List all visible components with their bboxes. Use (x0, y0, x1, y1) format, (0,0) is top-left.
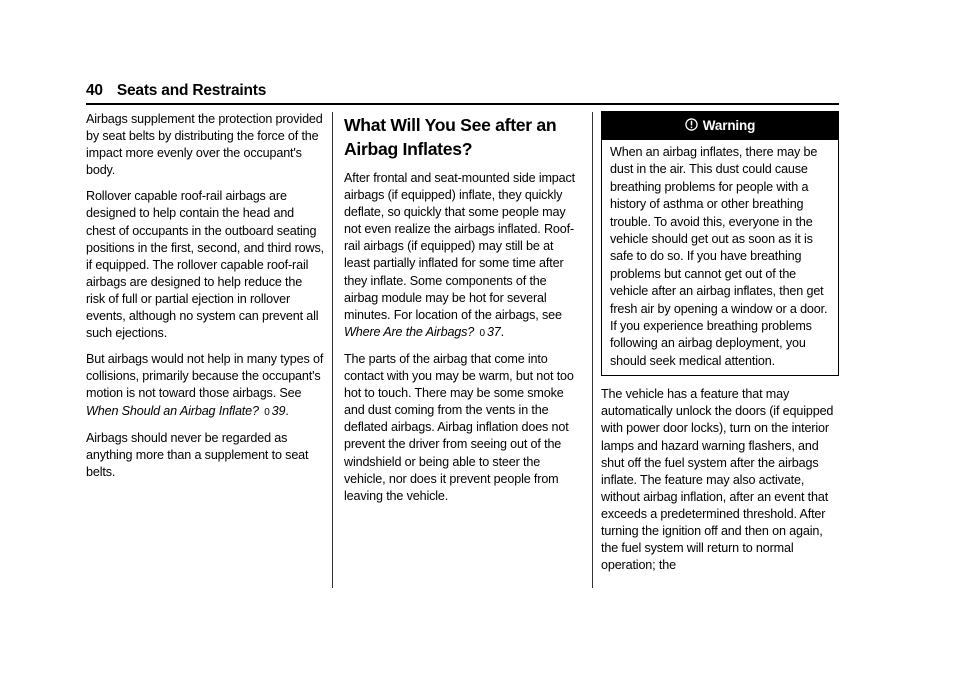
paragraph: Rollover capable roof-rail airbags are designed to help contain the head and chest of occupants in the outboard seating positions in the first, second, and third rows, if equipped. The rollover capable roof-rail airbags are designed to help reduce the risk of full or partial ejection in rollover events, although no system can prevent all such ejections. (86, 189, 324, 341)
page-ref-arrow-icon: 0 (264, 406, 270, 418)
page-number: 40 (86, 82, 103, 99)
cross-reference-link[interactable]: Where Are the Airbags? (344, 324, 475, 339)
section-heading: What Will You See after an Airbag Inflates? (344, 115, 557, 159)
warning-text: When an airbag inflates, there may be dust in the air. This dust could cause breathing problems for people with a history of asthma or other breathing trouble. To avoid this, everyone in the vehicle should get out as soon as it is safe to do so. If you have breathing problems but cannot get out of the vehicle after an airbag inflates, then get fresh air by opening a window or a door. If you experience breathing problems following an airbag deployment, you should seek medical attention. (610, 145, 828, 368)
column-divider-2 (592, 112, 593, 588)
paragraph: But airbags would not help in many types of collisions, primarily because the occupant's motion is not toward those airbags. See When Should an Airbag Inflate? 0 39. (86, 352, 324, 418)
page-ref-arrow-icon: 0 (479, 327, 485, 339)
column-1 (86, 111, 324, 490)
paragraph-text: But airbags would not help in many types of collisions, primarily because the occupant's motion is not toward those airbags. See (86, 352, 324, 401)
page-header (86, 82, 266, 100)
paragraph: Airbags should never be regarded as anything more than a supplement to seat belts. (86, 430, 309, 479)
column-2 (344, 111, 579, 514)
cross-reference-link[interactable]: When Should an Airbag Inflate? (86, 403, 259, 418)
paragraph: Airbags supplement the protection provided by seat belts by distributing the force of the impact more evenly over the occupant's body. (86, 112, 323, 178)
warning-title: Warning (702, 118, 756, 133)
warning-icon (685, 118, 698, 131)
column-3 (601, 111, 839, 583)
section-title: Seats and Restraints (116, 82, 267, 99)
cross-reference-page[interactable]: 37 (486, 324, 501, 339)
warning-header (602, 112, 838, 140)
paragraph-text: After frontal and seat-mounted side impact airbags (if equipped) inflate, they quickly deflate, so quickly that some people may not even realize the airbags inflated. Roof-rail airbags (if equipped) may still be at least partially inflated for some time after they inflate. Some components of the airbag module may be hot for several minutes. For location of the airbags, see (344, 171, 576, 322)
cross-reference-page[interactable]: 39 (271, 403, 286, 418)
warning-box (601, 111, 839, 376)
column-divider-1 (332, 112, 333, 588)
paragraph: The parts of the airbag that come into contact with you may be warm, but not too hot to touch. There may be some smoke and dust coming from the vents in the deflated airbags. Airbag inflation does not prevent the driver from seeing out of the windshield or being able to steer the vehicle, nor does it prevent people from leaving the vehicle. (344, 351, 574, 503)
paragraph: After frontal and seat-mounted side impact airbags (if equipped) inflate, they quickly deflate, so quickly that some people may not even realize the airbags inflated. Roof-rail airbags (if equipped) may still be at least partially inflated for some time after they inflate. Some components of the airbag module may be hot for several minutes. For location of the airbags, see Where Are the Airbags? 0 37. (344, 171, 576, 339)
paragraph: The vehicle has a feature that may automatically unlock the doors (if equipped with power door locks), turn on the interior lamps and hazard warning flashers, and shut off the fuel system after the airbags inflate. The feature may also activate, without airbag inflation, after an event that exceeds a predetermined threshold. After turning the ignition off and then on again, the fuel system will return to normal operation; the (601, 387, 834, 573)
header-rule (86, 103, 839, 105)
